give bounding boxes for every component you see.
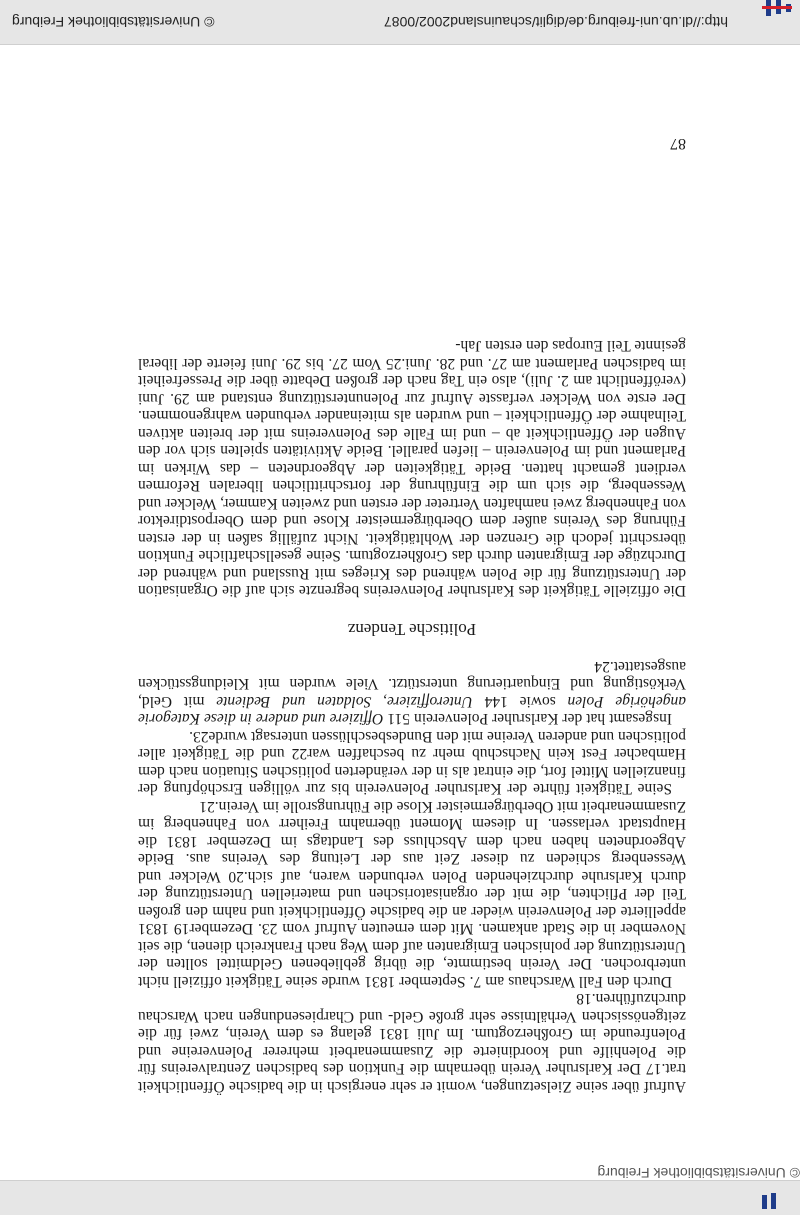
paragraph-2: Durch den Fall Warschaus am 7. September 1831 wurde seine Tätigkeit offiziell nicht unterbrochen. Der Verein bestimmte, die übrig gebliebenen Geldmittel sollten der Unterstützung der polnischen Emigranten auf dem Weg nach Frankreich dienen, die seit November in die Stadt ankamen. Mit dem erneuten Aufruf vom 23. Dezember19 1831 appellierte der Polenverein wieder an die badische Öffentlichkeit und nahm den großen Teil der Pflichten, die mit der organisatorischen und materiellen Unterstützung der durch Karlsruhe durchziehenden Polen verbunden waren, auf sich.20 Welcker und Wessenberg schieden zu dieser Zeit aus der Leitung des Vereins aus. Beide Abgeordneten haben nach dem Abschluss des Landtags im Dezember 1831 die Hauptstadt verlassen. In diesem Moment übernahm Freiherr von Fahnenberg im Zusammenarbeit mit Oberbürgermeister Klose die Führungsrolle im Verein.21 [138, 798, 686, 990]
section-heading: Politische Tendenz [347, 620, 477, 640]
header-text [0, 0, 740, 44]
page-number: 87 [670, 135, 686, 152]
footer-bar [0, 1165, 800, 1215]
paragraph-4 [138, 658, 686, 728]
library-logo-icon [740, 0, 800, 44]
paragraph-4-text-a: Insgesamt hat der Karlsruher Polenverein 511 [383, 710, 672, 728]
paragraph-4-text-c: mit Geld, Verköstigung und Einquartierung unterstützt. Viele wurden mit Kleidungsstücken ausgestattet.24 [138, 658, 686, 710]
paragraph-3: Seine Tätigkeit führte der Karlsruher Polenverein bis zur völligen Erschöpfung der finanziellen Mittel fort, die eintrat als in der veränderten politischen Situation nach dem Hambacher Fest kein Nachschub mehr zu beschaffen war22 und die Tätigkeit aller politischen und anderen Vereine mit den Bundesbeschlüssen untersagt wurde23. [138, 728, 686, 798]
header-bar [0, 0, 800, 45]
paragraph-1: Aufruf über seine Zielsetzungen, womit er sehr energisch in die badische Öffentlichkeit trat.17 Der Karlsruher Verein übernahm die Funktion des badischen Zentralvereins für die Polenhilfe und koordinierte die Zusammenarbeit mehrerer Polenvereine und Polenfreunde im Großherzogtum. Im Juli 1831 gelang es dem Verein, zwei für die zeitgenössischen Verhältnisse sehr große Geld- und Charpiesendungen nach Warschau durchzuführen.18 [138, 990, 686, 1095]
document-page [137, 135, 686, 1095]
header-copyright: © Universitätsbibliothek Freiburg [12, 14, 215, 30]
paragraph-4-italic-b: Unteroffiziere, Soldaten und Bediente [216, 693, 473, 710]
paragraph-4-italic-a: Offiziere und andere in diese Kategorie angehörige Polen [137, 693, 686, 728]
header-url[interactable]: http://dl.ub.uni-freiburg.de/diglit/schauinsland2002/0087 [383, 14, 728, 30]
paragraph-4-text-b: sowie 144 [472, 693, 568, 710]
paragraph-5: Die offizielle Tätigkeit des Karlsruher Polenvereins begrenzte sich auf die Organisation der Unterstützung für die Polen während des Krieges mit Russland und während der Durchzüge der Emigranten durch das Großherzogtum. Seine gesellschaftliche Funktion überschritt jedoch die Grenzen der Wohltätigkeit. Nicht zufällig saßen in der ersten Führung des Vereins außer dem Oberbürgermeister Klose und dem Oberpostdirektor von Fahnenberg zwei namhaften Vertreter der ersten und zweiten Kammer, Welcker und Wessenberg, die sich um die Einführung der fortschrittlichen liberalen Reformen verdient gemacht hatten. Beide Tätigkeiten der Abgeordneten – das Wirken im Parlament und im Polenverein – liefen parallel. Beide Aktivitäten spielten sich vor den Augen der Öffentlichkeit ab – und im Falle des Polenvereins mit der breiten aktiven Teilnahme der Öffentlichkeit – und wurden als miteinander verbunden wahrgenommen. Der erste von Welcker verfasste Aufruf zur Polenunterstützung entstand am 29. Juni (veröffentlicht am 2. Juli), also ein Tag nach der großen Debatte über die Pressefreiheit im badischen Parlament am 27. und 28. Juni.25 Vom 27. bis 29. Juni feierte der liberal gesinnte Teil Europas den ersten Jah- [138, 337, 686, 600]
footer-logo-icon [760, 1189, 780, 1209]
footer-copyright: © Universitätsbibliothek Freiburg [597, 1165, 800, 1181]
